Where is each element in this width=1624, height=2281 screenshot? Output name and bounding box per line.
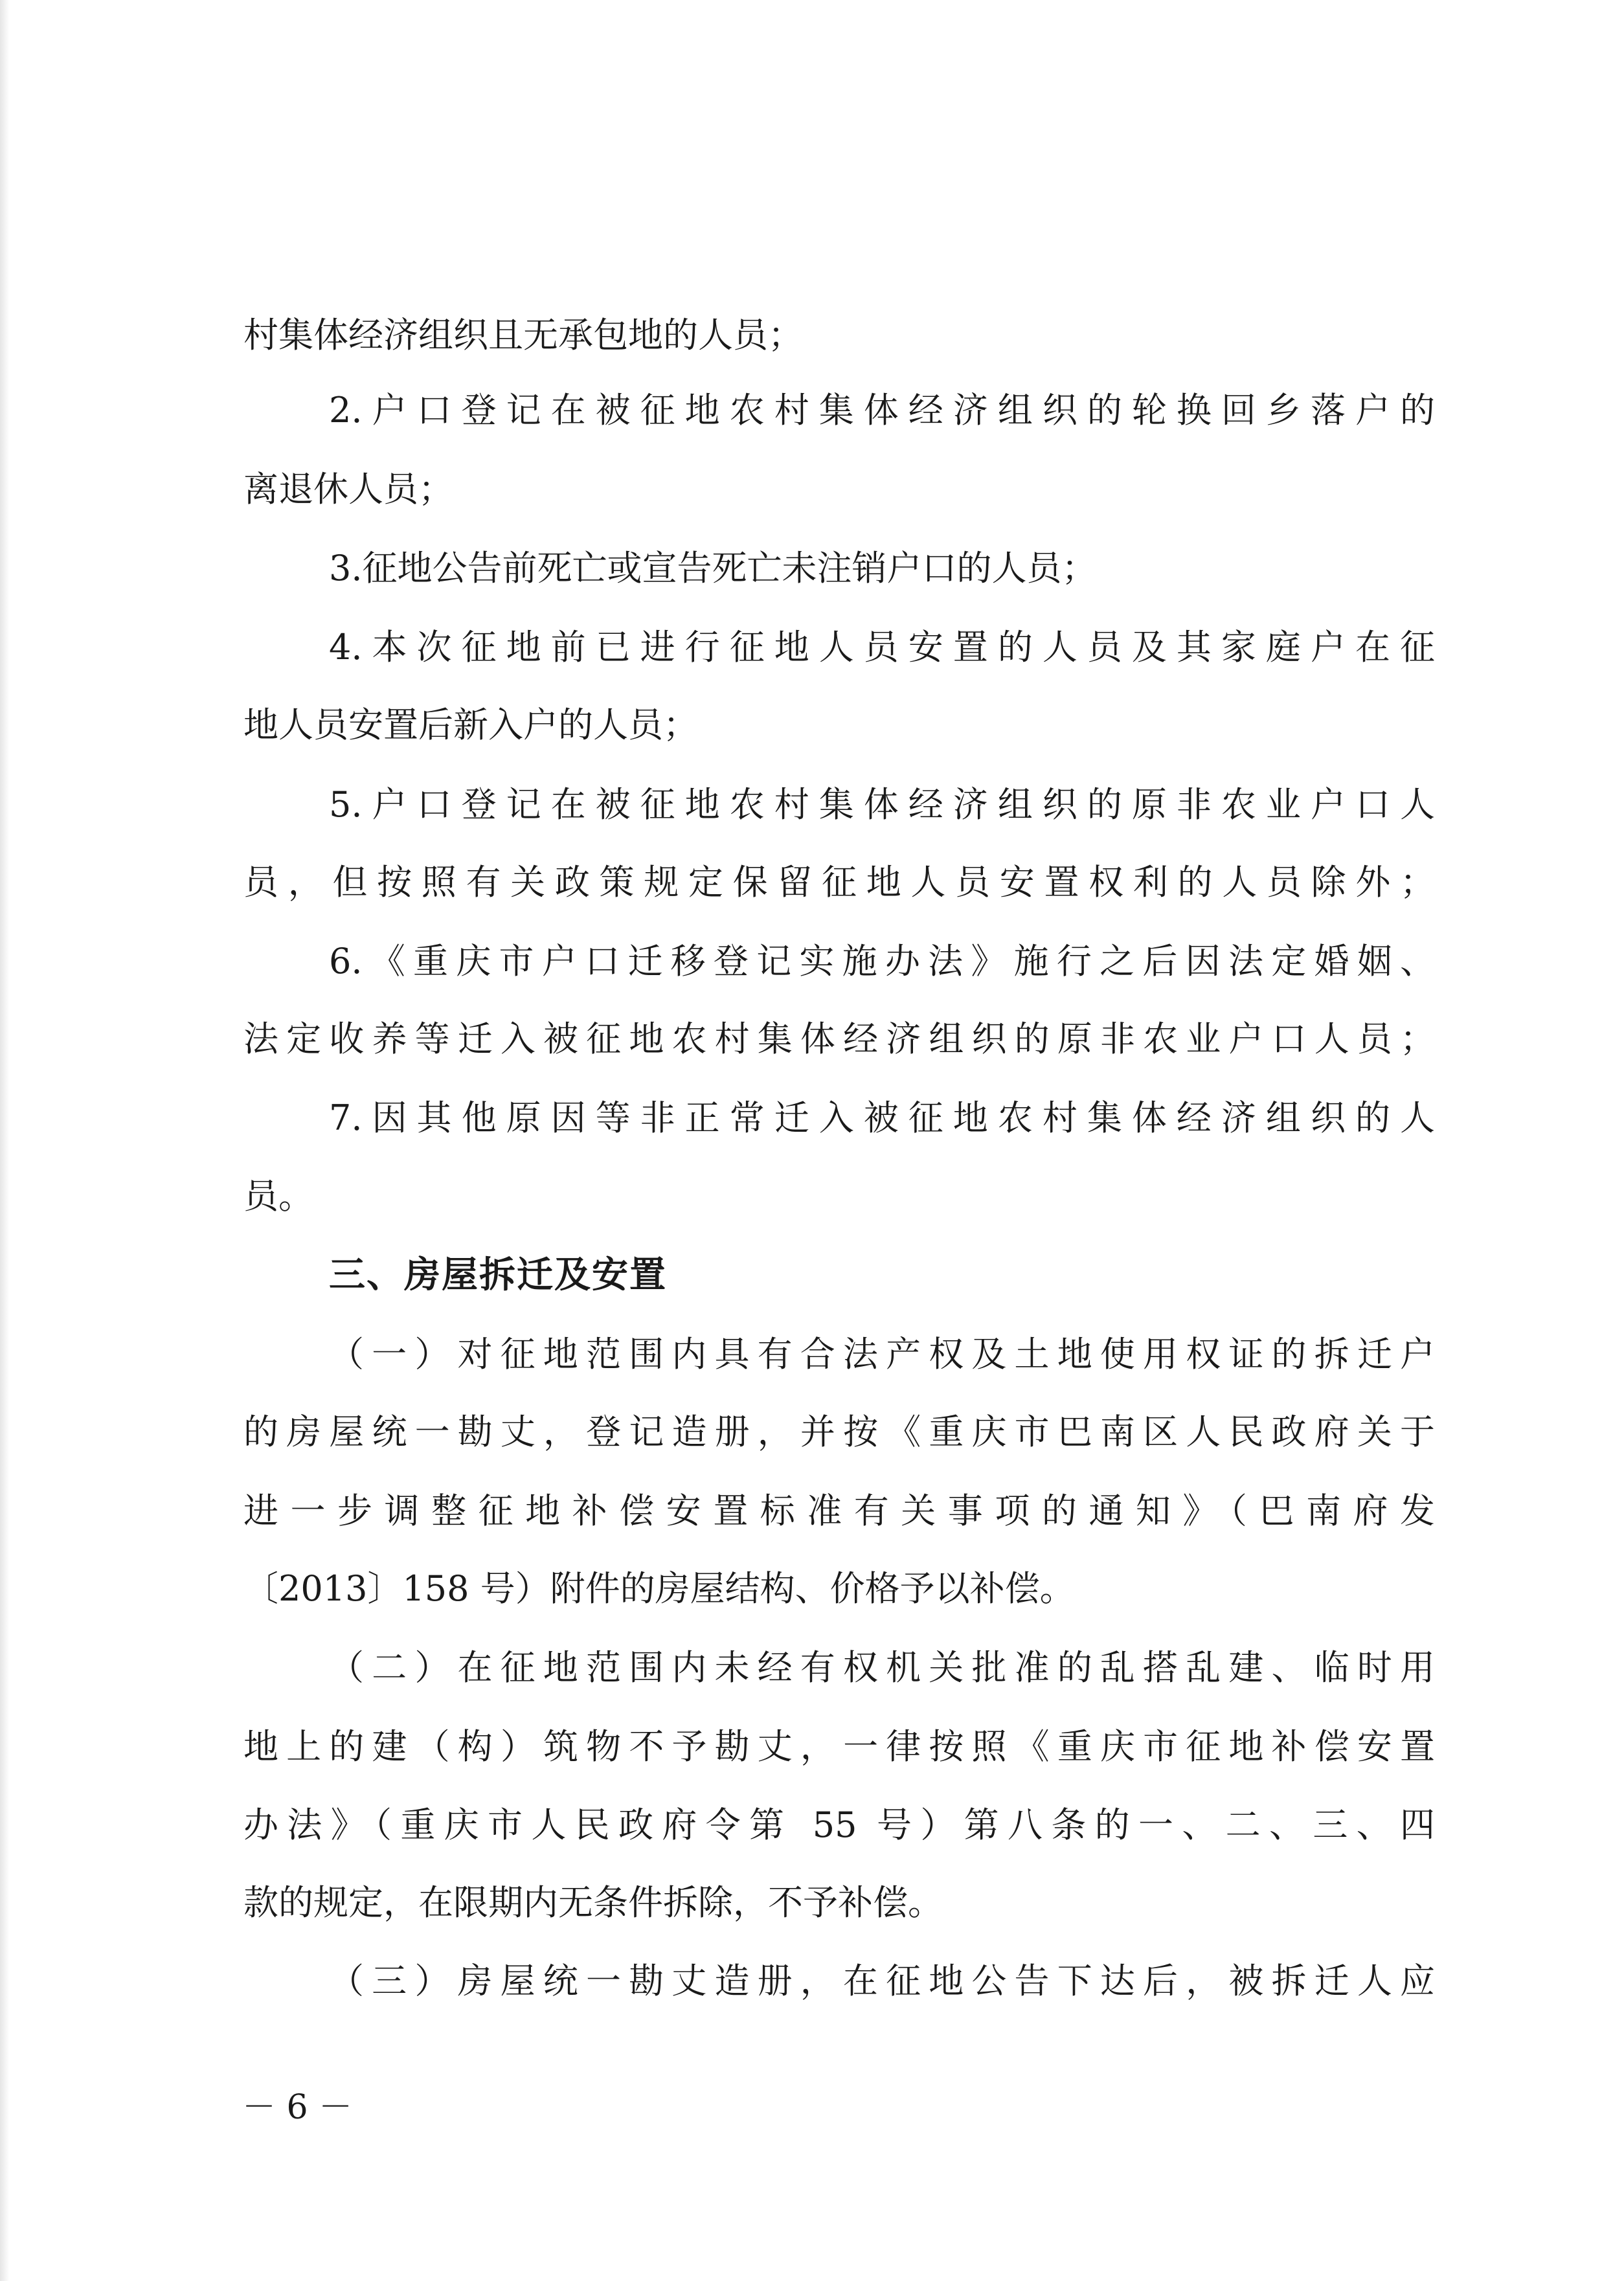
list-item-5-line-2: 员，但按照有关政策规定保留征地人员安置权利的人员除外； — [243, 862, 1435, 903]
paragraph-1-line-1: （一）对征地范围内具有合法产权及土地使用权证的拆迁户 — [329, 1334, 1435, 1375]
list-item-6-line-2: 法定收养等迁入被征地农村集体经济组织的原非农业户口人员； — [243, 1018, 1435, 1059]
list-item-5-line-1: 5.户口登记在被征地农村集体经济组织的原非农业户口人 — [329, 784, 1435, 825]
body-line-1: 村集体经济组织且无承包地的人员； — [243, 315, 803, 355]
section-heading: 三、房屋拆迁及安置 — [329, 1254, 667, 1296]
paragraph-1-line-2: 的房屋统一勘丈，登记造册，并按《重庆市巴南区人民政府关于 — [243, 1411, 1435, 1452]
paragraph-1-line-4: 〔2013〕158 号）附件的房屋结构、价格予以补偿。 — [243, 1568, 1075, 1609]
list-item-4-line-1: 4.本次征地前已进行征地人员安置的人员及其家庭户在征 — [329, 627, 1435, 668]
page-number: － 6 － — [242, 2088, 353, 2127]
list-item-7-line-2: 员。 — [243, 1176, 313, 1217]
paragraph-1-line-3: 进一步调整征地补偿安置标准有关事项的通知》（巴南府发 — [243, 1490, 1435, 1531]
paragraph-2-line-3: 办法》（重庆市人民政府令第 55 号）第八条的一、二、三、四 — [243, 1804, 1435, 1845]
paragraph-2-line-1: （二）在征地范围内未经有权机关批准的乱搭乱建、临时用 — [329, 1647, 1435, 1688]
paragraph-2-line-2: 地上的建（构）筑物不予勘丈，一律按照《重庆市征地补偿安置 — [243, 1726, 1435, 1767]
list-item-3: 3.征地公告前死亡或宣告死亡未注销户口的人员； — [329, 548, 1097, 589]
list-item-2-line-1: 2.户口登记在被征地农村集体经济组织的轮换回乡落户的 — [329, 390, 1435, 431]
list-item-6-line-1: 6.《重庆市户口迁移登记实施办法》施行之后因法定婚姻、 — [329, 941, 1435, 982]
paragraph-2-line-4: 款的规定，在限期内无条件拆除，不予补偿。 — [243, 1882, 943, 1923]
list-item-7-line-1: 7.因其他原因等非正常迁入被征地农村集体经济组织的人 — [329, 1097, 1435, 1138]
list-item-2-line-2: 离退休人员； — [243, 469, 453, 510]
paragraph-3-line-1: （三）房屋统一勘丈造册，在征地公告下达后，被拆迁人应 — [329, 1961, 1435, 2001]
list-item-4-line-2: 地人员安置后新入户的人员； — [243, 704, 698, 745]
scan-edge — [0, 0, 9, 2281]
